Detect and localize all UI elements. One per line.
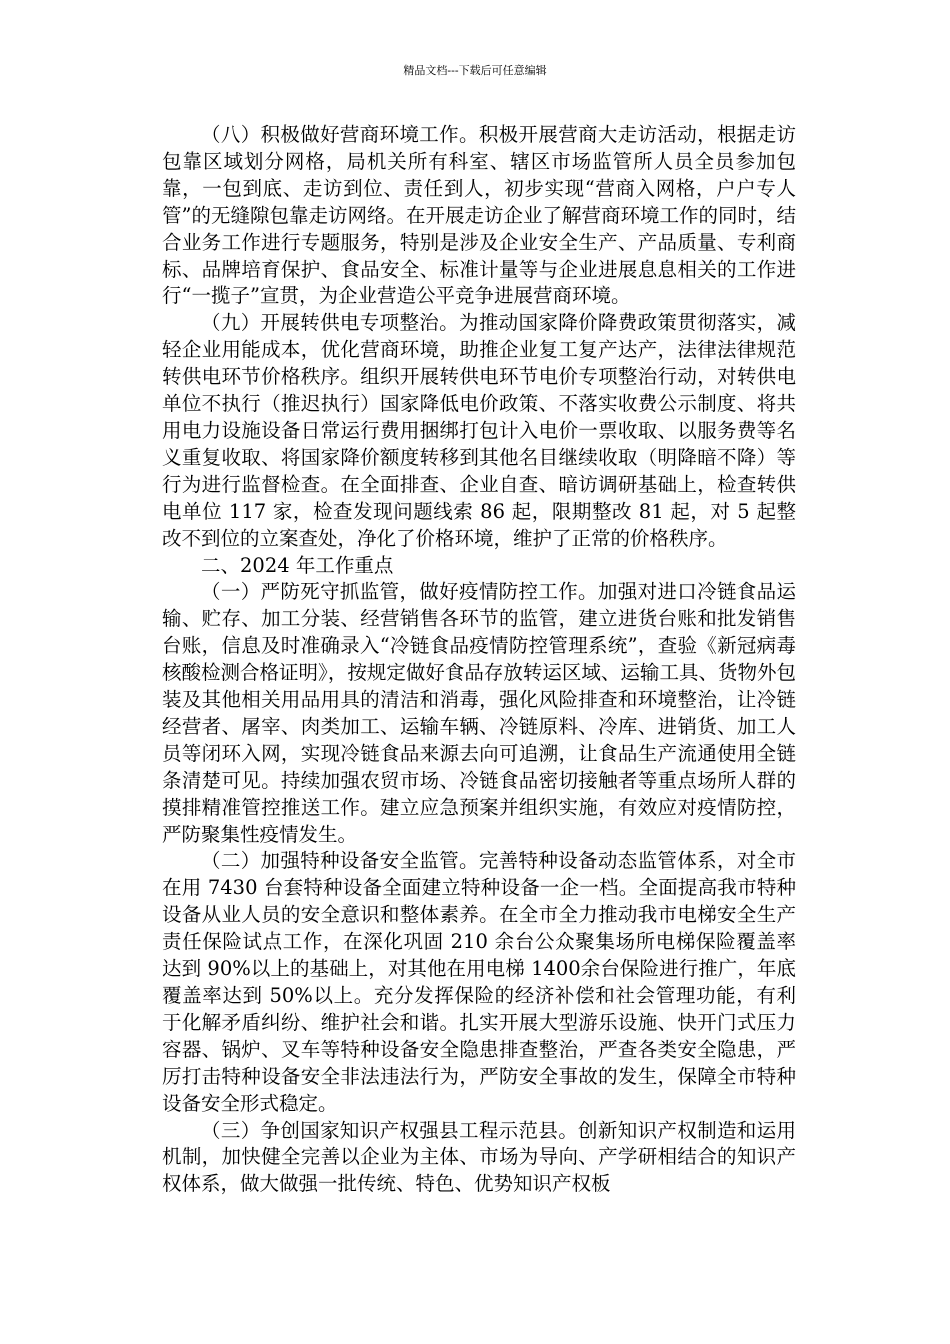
- section-heading-2024-priorities: 二、2024 年工作重点: [201, 553, 394, 577]
- paragraph-business-environment: （八）积极做好营商环境工作。积极开展营商大走访活动，根据走访包靠区域划分网格，局机关所有科室、辖区市场监管所人员全员参加包靠，一包到底、走访到位、责任到人，初步实现“营商入网格，户户专人管”的无缝隙包靠走访网络。在开展走访企业了解营商环境工作的同时，结合业务工作进行专题服务，特别是涉及企业安全生产、产品质量、专利商标、品牌培育保护、食品安全、标准计量等与企业进展息息相关的工作进行“一揽子”宣贯，为企业营造公平竞争进展营商环境。: [162, 123, 796, 308]
- paragraph-power-supply-rectification: （九）开展转供电专项整治。为推动国家降价降费政策贯彻落实，减轻企业用能成本，优化营商环境，助推企业复工复产达产，法律法律规范转供电环节价格秩序。组织开展转供电环节电价专项整治行动，对转供电单位不执行（推迟执行）国家降低电价政策、不落实收费公示制度、将共用电力设施设备日常运行费用捆绑打包计入电价一票收取、以服务费等名义重复收取、将国家降价额度转移到其他名目继续收取（明降暗不降）等行为进行监督检查。在全面排查、企业自查、暗访调研基础上，检查转供电单位 117 家，检查发现问题线索 86 起，限期整改 81 起，对 5 起整改不到位的立案查处，净化了价格环境，维护了正常的价格秩序。: [162, 311, 796, 550]
- document-body: [162, 122, 796, 1198]
- paragraph-epidemic-prevention: （一）严防死守抓监管，做好疫情防控工作。加强对进口冷链食品运输、贮存、加工分装、经营销售各环节的监管，建立进货台账和批发销售台账，信息及时准确录入“冷链食品疫情防控管理系统”，查验《新冠病毒核酸检测合格证明》，按规定做好食品存放转运区域、运输工具、货物外包装及其他相关用品用具的清洁和消毒，强化风险排查和环境整治，让冷链经营者、屠宰、肉类加工、运输车辆、冷链原料、冷库、进销货、加工人员等闭环入网，实现冷链食品来源去向可追溯，让食品生产流通使用全链条清楚可见。持续加强农贸市场、冷链食品密切接触者等重点场所人群的摸排精准管控推送工作。建立应急预案并组织实施，有效应对疫情防控，严防聚集性疫情发生。: [162, 580, 796, 846]
- paragraph-intellectual-property: （三）争创国家知识产权强县工程示范县。创新知识产权制造和运用机制，加快健全完善以企业为主体、市场为导向、产学研相结合的知识产权体系，做大做强一批传统、特色、优势知识产权板: [162, 1118, 796, 1196]
- paragraph-special-equipment-safety: （二）加强特种设备安全监管。完善特种设备动态监管体系，对全市在用 7430 台套特种设备全面建立特种设备一企一档。全面提高我市特种设备从业人员的安全意识和整体素养。在全市全力推动我市电梯安全生产责任保险试点工作，在深化巩固 210 余台公众聚集场所电梯保险覆盖率达到 90%以上的基础上，对其他在用电梯 1400余台保险进行推广，年底覆盖率达到 50%以上。充分发挥保险的经济补偿和社会管理功能，有利于化解矛盾纠纷、维护社会和谐。扎实开展大型游乐设施、快开门式压力容器、锅炉、叉车等特种设备安全隐患排查整治，严查各类安全隐患，严厉打击特种设备安全非法违法行为，严防安全事故的发生，保障全市特种设备安全形式稳定。: [162, 849, 796, 1115]
- page-header: 精品文档---下载后可任意编辑: [403, 64, 547, 77]
